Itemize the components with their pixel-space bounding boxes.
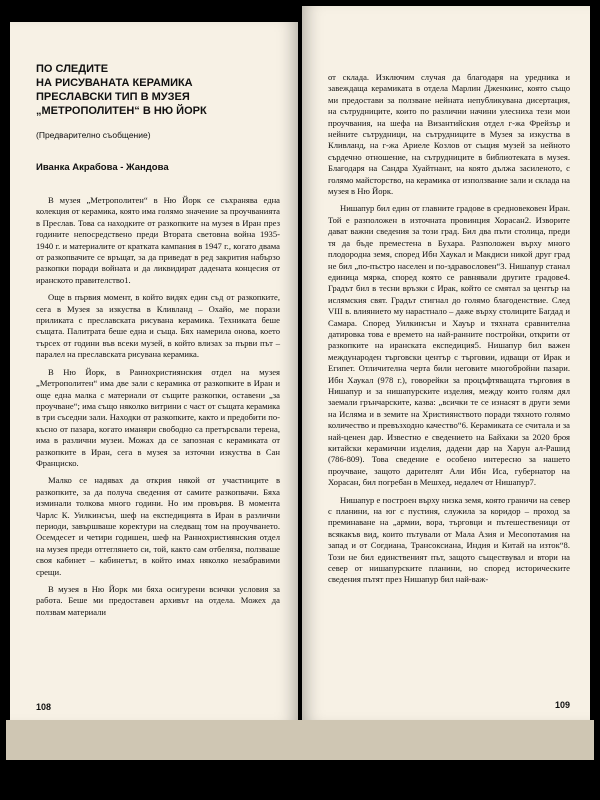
title-line: „МЕТРОПОЛИТЕН“ В НЮ ЙОРК (36, 105, 207, 117)
page-edge (6, 720, 594, 760)
body-paragraph: В Ню Йорк, в Раннохристиянския отдел на музея „Метрополитен“ има две зали с керамика от разкопките в Иран и още една малка с материали от същите разкопки, оставени „за проучване“; има също няколко витрини с част от същата керамика в три съседни зали. Находки от разкопките, както и предобити по-късно от пазара, когато иманяри свободно са претърсвали терена, има в различни музеи. Можах да се запозная с керамиката от разкопките в Иран, сега в музея за източни изкуства в Сан Франциско. (36, 366, 280, 468)
left-page (10, 22, 298, 722)
article-title (36, 62, 280, 118)
body-paragraph: Нишапур бил един от главните градове в средновековен Иран. Той е разположен в източната провинция Хорасан2. Изворите дават важни сведения за този град. Бил два пъти столица, преди тя да бъде преместена в Бухара. Разположен върху много плодородна земя, според Ибн Хаукал и Макдиси никой друг град не бил „по-пъстро населен и по-здравословен“3. Нишапур станал единица мярка, според която се равнявали другите градове4. Градът бил в тесни връзки с Ирак, който се смятал за център на ислямския свят. Градът стигнал до голямо благоденствие. След VIII в. влиянието му нарастнало – даже върху столиците Багдад и Самара. Според Уилкинсън и Хауър и тяхната сравнителна датировка това е времето на най-ранните постройки, открити от разкопките на иранската експедиция5. Нишапур бил важен международен търговски център с търговии, идващи от Ирак и Египет. Отличителна черта били неговите многобройни пазари. Ибн Хаукал (978 г.), говорейки за процъфтяващата търговия в Нишапур и за нишапурските изделия, между които голям дял заемали грънчарските, казва: „всички те се изнасят в други земи на Исляма и в земите на Християнството поради тяхното голямо количество и превъзходно качество“6. Керамиката се считала и за най-ценен дар. Известно е сведението на Байхаки за 2020 броя китайски керамични изделия, дадени дар на Харун ал-Рашид (786-809). Това сведение е особено интересно за нашето проучване, защото дарителят Али Ибн Иса, губернатор на Хорасан, бил погребан в Мешхед, недалеч от Нишапур7. (328, 203, 570, 488)
body-paragraph: В музея в Ню Йорк ми бяха осигурени всички условия за работа. Беше ми предоставен архивът на отдела. Можех да ползвам материали (36, 584, 280, 617)
right-page (302, 6, 590, 720)
page-number: 108 (36, 702, 52, 712)
article-author: Иванка Акрабова - Жандова (36, 162, 169, 173)
article-subtitle: (Предварително съобщение) (36, 130, 151, 140)
page-number: 109 (554, 700, 570, 710)
body-paragraph: Малко се надявах да открия някой от участниците в разкопките, за да получа сведения от самите разкопвачи. Бяха изминали толкова много години. Но им провървя. В момента Чарлс К. Уилкинсън, шеф на експедицията в Иран в различни периоди, завършваше коректури на следващ том на проучването. Осемдесет и четири годишен, шеф на Раннохристиянския отдел на музея преди оттеглянето си, той, както сам отбеляза, ползваше своя кабинет – кабинетът, в който имах няколко незабравими срещи. (36, 475, 280, 577)
body-paragraph: Още в първия момент, в който видях един съд от разкопките, сега в Музея за изкуства в Кливланд – Охайо, ме порази приликата с преславската рисувана керамика. Техниката беше същата. Палитрата беше една и съща. Бях намерила онова, което търсех от години във всеки музей, в който влизах за първи път – паралел на преславската рисувана керамика. (36, 292, 280, 360)
body-paragraph: Нишапур е построен върху низка земя, която граничи на север с планини, на юг с пустиня, служила за коридор – проход за преминаване на „армии, вора, търговци и пътешественици от всякакъв вид, които пътували от Мала Азия и Месопотамия на запад и от Согдиана, Трансоксиана, Индия и Китай на изток“8. Този не бил единственият път, защото съществувал и втори на север от нишапурските планини, но според историческите сведения пътят през Нишапур бил най-важ- (328, 494, 570, 585)
title-line: НА РИСУВАНАТА КЕРАМИКА (36, 77, 193, 89)
body-paragraph: от склада. Изключим случая да благодаря на уредника и завеждаща керамиката в отдела Марлин Дженкинс, която също ми предостави за ползване нейната непубликувана дисертация, на сътрудниците, които по различни начини улесниха тези мои проучвания, на шефа на Византийския отдел г-жа Фрейзър и нейните сътрудници, на сътрудниците в Музея за изкуства в Кливланд, на г-жа Ариеле Козлов от същия музей за нейното сърдечно отношение, на сътрудниците в библиотеката в музея. Благодаря на Сандра Хуайтнант, на която дължа засиленото, с голямо майсторство, на керамика от използвание зали и склада на музея в Ню Йорк. (328, 72, 570, 197)
title-line: ПРЕСЛАВСКИ ТИП В МУЗЕЯ (36, 91, 190, 103)
body-paragraph: В музея „Метрополитен“ в Ню Йорк се съхранява една колекция от керамика, която има голямо значение за проучванията в Преслав. Това са находките от разкопките на музея в Иран през годините непосредствено преди Втората световна война 1935-1940 г. и материалите от кратката кампания в 1947 г., когато двама от разкопвачите се връщат, за да приведат в ред закрития набързо разкопки поради войната и да ликвидират дадената концесия от иранското правителство1. (36, 195, 280, 285)
title-line: ПО СЛЕДИТЕ (36, 63, 109, 75)
